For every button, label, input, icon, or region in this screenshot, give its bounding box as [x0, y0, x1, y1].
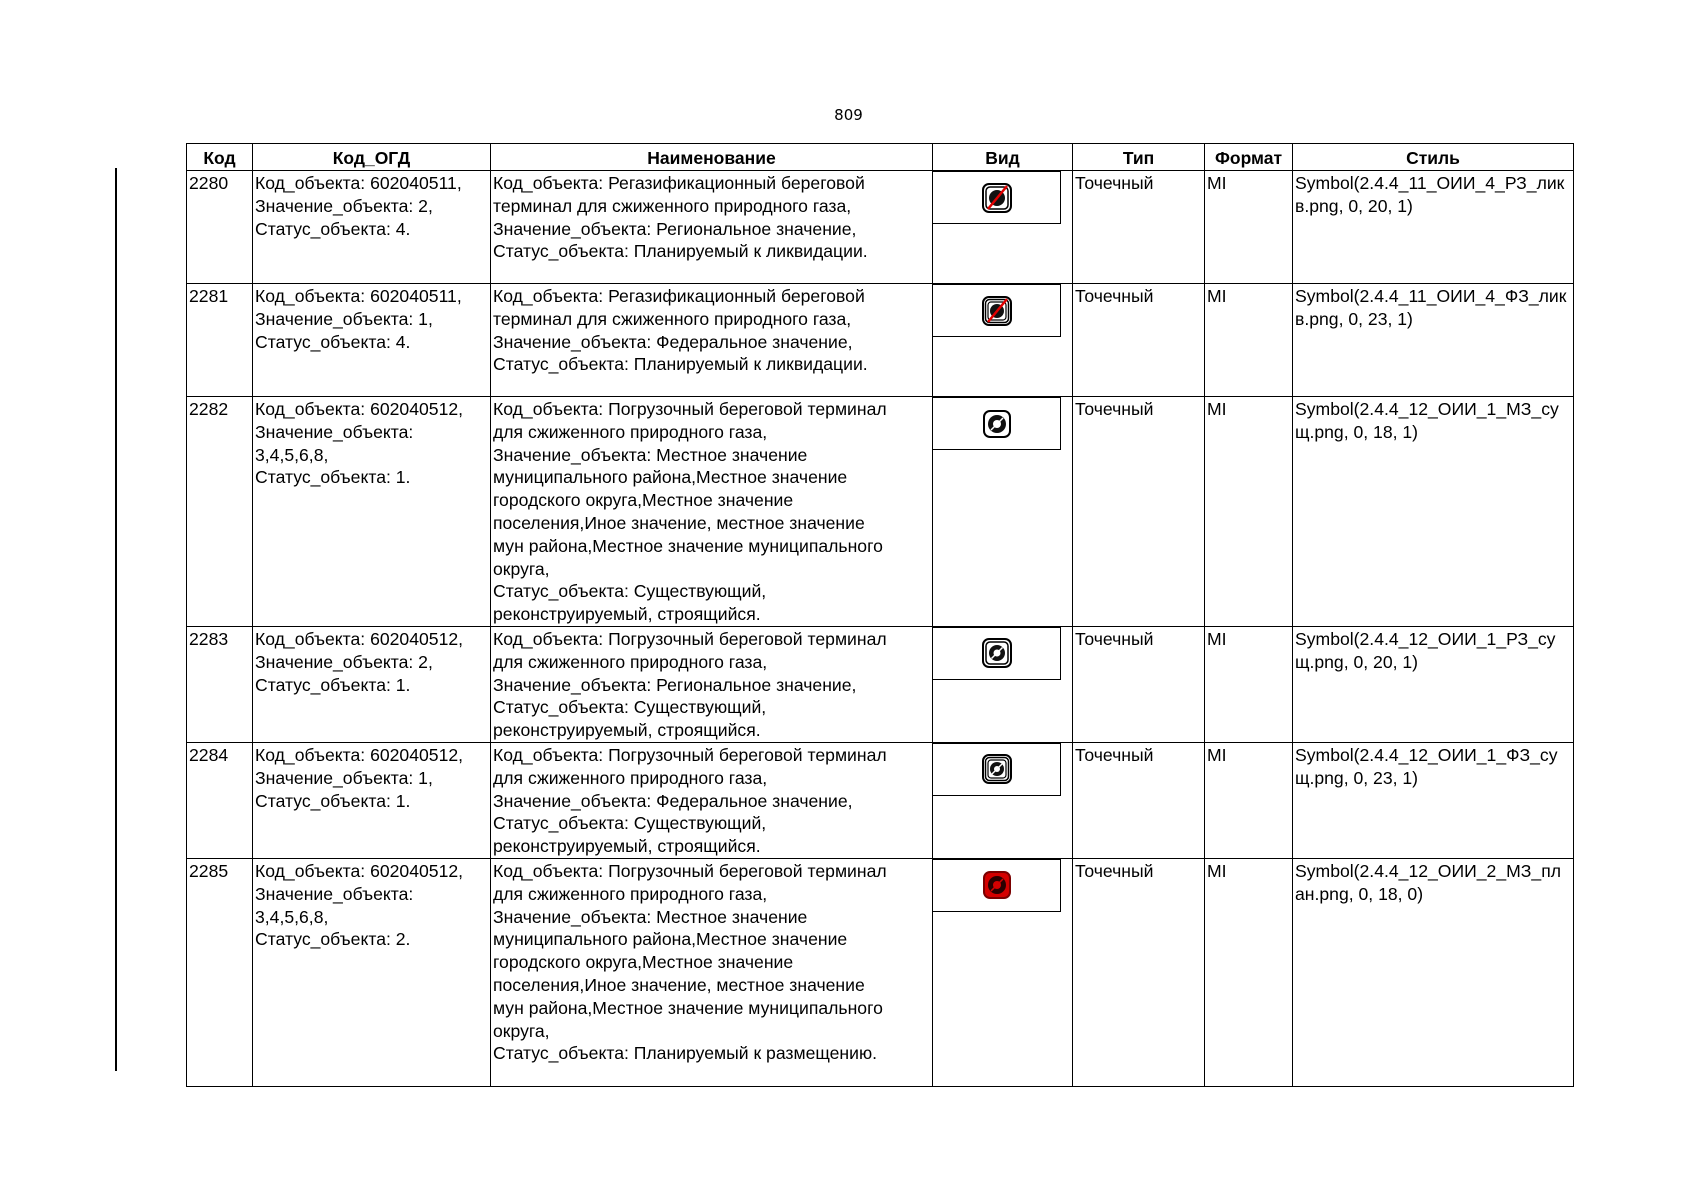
cell-code: 2282: [187, 397, 253, 627]
cell-name: Код_объекта: Погрузочный береговой терминал для сжиженного природного газа, Значение_объекта: Региональное значение, Статус_объекта: Существующий, реконструируемый, строящийся.: [491, 626, 933, 742]
view-box: [933, 284, 1061, 337]
header-format: Формат: [1205, 144, 1293, 171]
cell-name: Код_объекта: Регазификационный береговой терминал для сжиженного природного газа, Значение_объекта: Федеральное значение, Статус_объекта: Планируемый к ликвидации.: [491, 284, 933, 397]
cell-style: Symbol(2.4.4_11_ОИИ_4_РЗ_ликв.png, 0, 20, 1): [1293, 171, 1574, 284]
table-row: [187, 171, 1574, 284]
table-row: [187, 858, 1574, 1086]
terminal-federal-liquidation-icon: [982, 296, 1012, 326]
cell-view: [933, 858, 1073, 1086]
cell-format: MI: [1205, 626, 1293, 742]
cell-name: Код_объекта: Погрузочный береговой терминал для сжиженного природного газа, Значение_объекта: Федеральное значение, Статус_объекта: Существующий, реконструируемый, строящийся.: [491, 742, 933, 858]
cell-code: 2284: [187, 742, 253, 858]
cell-view: [933, 171, 1073, 284]
cell-format: MI: [1205, 284, 1293, 397]
cell-format: MI: [1205, 742, 1293, 858]
cell-ogd: Код_объекта: 602040511, Значение_объекта: 2, Статус_объекта: 4.: [253, 171, 491, 284]
terminal-local-planned-icon: [982, 870, 1012, 900]
page-number: 809: [834, 106, 863, 124]
terminal-regional-liquidation-icon: [982, 183, 1012, 213]
header-view: Вид: [933, 144, 1073, 171]
terminal-regional-existing-icon: [982, 638, 1012, 668]
table-row: [187, 284, 1574, 397]
cell-view: [933, 397, 1073, 627]
margin-line: [115, 168, 117, 1071]
cell-view: [933, 284, 1073, 397]
table-row: [187, 626, 1574, 742]
view-box: [933, 627, 1061, 680]
cell-format: MI: [1205, 858, 1293, 1086]
header-name: Наименование: [491, 144, 933, 171]
cell-style: Symbol(2.4.4_11_ОИИ_4_ФЗ_ликв.png, 0, 23, 1): [1293, 284, 1574, 397]
symbol-table: [186, 143, 1574, 1087]
header-style: Стиль: [1293, 144, 1574, 171]
cell-type: Точечный: [1073, 626, 1205, 742]
view-box: [933, 859, 1061, 912]
cell-type: Точечный: [1073, 171, 1205, 284]
terminal-federal-existing-icon: [982, 754, 1012, 784]
terminal-local-existing-icon: [982, 409, 1012, 439]
view-box: [933, 743, 1061, 796]
header-ogd: Код_ОГД: [253, 144, 491, 171]
cell-view: [933, 742, 1073, 858]
table-row: [187, 397, 1574, 627]
cell-type: Точечный: [1073, 397, 1205, 627]
cell-ogd: Код_объекта: 602040511, Значение_объекта: 1, Статус_объекта: 4.: [253, 284, 491, 397]
table-row: [187, 742, 1574, 858]
cell-ogd: Код_объекта: 602040512, Значение_объекта: 3,4,5,6,8, Статус_объекта: 1.: [253, 397, 491, 627]
cell-type: Точечный: [1073, 858, 1205, 1086]
cell-ogd: Код_объекта: 602040512, Значение_объекта: 2, Статус_объекта: 1.: [253, 626, 491, 742]
cell-style: Symbol(2.4.4_12_ОИИ_1_ФЗ_сущ.png, 0, 23, 1): [1293, 742, 1574, 858]
cell-format: MI: [1205, 171, 1293, 284]
view-box: [933, 397, 1061, 450]
cell-ogd: Код_объекта: 602040512, Значение_объекта: 1, Статус_объекта: 1.: [253, 742, 491, 858]
cell-code: 2280: [187, 171, 253, 284]
header-code: Код: [187, 144, 253, 171]
cell-format: MI: [1205, 397, 1293, 627]
cell-name: Код_объекта: Регазификационный береговой терминал для сжиженного природного газа, Значение_объекта: Региональное значение, Статус_объекта: Планируемый к ликвидации.: [491, 171, 933, 284]
cell-name: Код_объекта: Погрузочный береговой терминал для сжиженного природного газа, Значение_объекта: Местное значение муниципального района,Местное значение городского округа,Местное значение поселения,Иное значение, местное значение мун района,Местное значение муниципального округа, Статус_объекта: Существующий, реконструируемый, строящийся.: [491, 397, 933, 627]
cell-name: Код_объекта: Погрузочный береговой терминал для сжиженного природного газа, Значение_объекта: Местное значение муниципального района,Местное значение городского округа,Местное значение поселения,Иное значение, местное значение мун района,Местное значение муниципального округа, Статус_объекта: Планируемый к размещению.: [491, 858, 933, 1086]
cell-code: 2283: [187, 626, 253, 742]
cell-type: Точечный: [1073, 284, 1205, 397]
cell-ogd: Код_объекта: 602040512, Значение_объекта: 3,4,5,6,8, Статус_объекта: 2.: [253, 858, 491, 1086]
view-box: [933, 171, 1061, 224]
cell-style: Symbol(2.4.4_12_ОИИ_1_РЗ_сущ.png, 0, 20, 1): [1293, 626, 1574, 742]
header-row: [187, 144, 1574, 171]
cell-style: Symbol(2.4.4_12_ОИИ_1_МЗ_сущ.png, 0, 18, 1): [1293, 397, 1574, 627]
cell-view: [933, 626, 1073, 742]
cell-code: 2285: [187, 858, 253, 1086]
header-type: Тип: [1073, 144, 1205, 171]
cell-code: 2281: [187, 284, 253, 397]
cell-type: Точечный: [1073, 742, 1205, 858]
cell-style: Symbol(2.4.4_12_ОИИ_2_МЗ_план.png, 0, 18, 0): [1293, 858, 1574, 1086]
